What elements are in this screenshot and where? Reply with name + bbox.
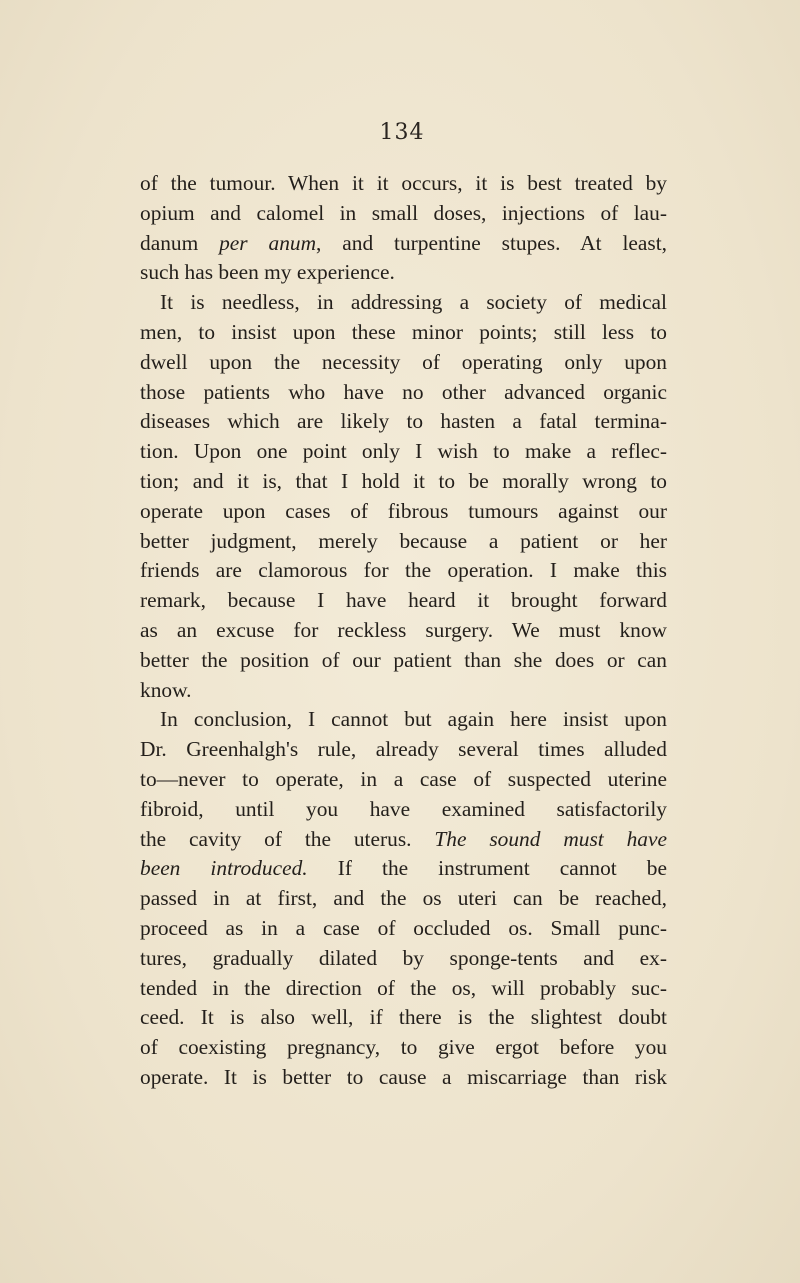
text-line: such has been my experience. xyxy=(140,260,395,285)
text-line: better the position of our patient than she does or can xyxy=(140,647,667,672)
text-line: In conclusion, I cannot but again here insist upon xyxy=(160,707,667,732)
text-line: tended in the direction of the os, will probably suc- xyxy=(140,975,667,1000)
text-line: operate. It is better to cause a miscarriage than risk xyxy=(140,1064,667,1089)
text-line: friends are clamorous for the operation. I make this xyxy=(140,558,667,583)
text-line: danum per anum, and turpentine stupes. At least, xyxy=(140,230,667,255)
text-line: operate upon cases of fibrous tumours against our xyxy=(140,498,667,523)
text-line: opium and calomel in small doses, injections of lau- xyxy=(140,200,667,225)
text-line: ceed. It is also well, if there is the slightest doubt xyxy=(140,1005,667,1030)
body-text xyxy=(140,169,667,1093)
text-line: diseases which are likely to hasten a fatal termina- xyxy=(140,409,667,434)
text-line: It is needless, in addressing a society of medical xyxy=(160,290,667,315)
text-line: tion. Upon one point only I wish to make a reflec- xyxy=(140,439,667,464)
text-line: know. xyxy=(140,677,192,702)
text-line: been introduced. If the instrument cannot be xyxy=(140,856,667,881)
text-line: remark, because I have heard it brought forward xyxy=(140,588,667,613)
text-line: fibroid, until you have examined satisfactorily xyxy=(140,796,667,821)
text-line: those patients who have no other advanced organic xyxy=(140,379,667,404)
page-number: 134 xyxy=(379,120,425,145)
text-line: men, to insist upon these minor points; still less to xyxy=(140,319,667,344)
text-line: proceed as in a case of occluded os. Small punc- xyxy=(140,915,667,940)
text-line: dwell upon the necessity of operating only upon xyxy=(140,349,667,374)
text-line: tures, gradually dilated by sponge-tents and ex- xyxy=(140,945,667,970)
text-line: of the tumour. When it it occurs, it is best treated by xyxy=(140,171,667,195)
text-line: better judgment, merely because a patient or her xyxy=(140,528,667,553)
text-line: Dr. Greenhalgh's rule, already several times alluded xyxy=(140,737,667,762)
text-line: as an excuse for reckless surgery. We must know xyxy=(140,617,667,642)
text-line: the cavity of the uterus. The sound must have xyxy=(140,826,667,851)
text-line: tion; and it is, that I hold it to be morally wrong to xyxy=(140,468,667,493)
text-line: passed in at first, and the os uteri can be reached, xyxy=(140,886,667,911)
text-line: to—never to operate, in a case of suspected uterine xyxy=(140,766,667,791)
text-line: of coexisting pregnancy, to give ergot before you xyxy=(140,1035,667,1060)
